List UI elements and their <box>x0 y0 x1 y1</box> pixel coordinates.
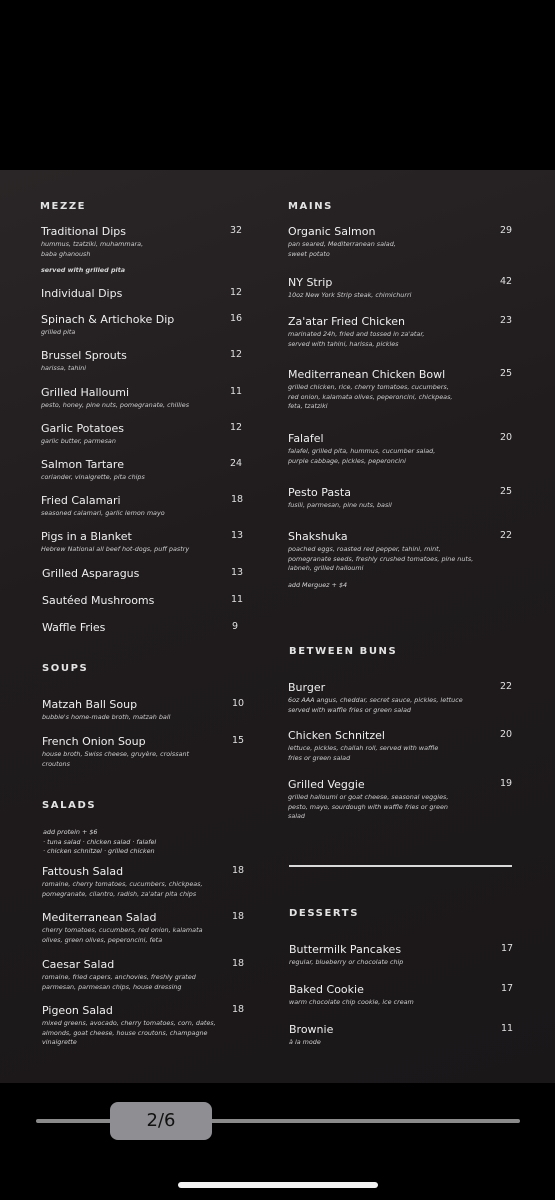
item-desc: romaine, fried capers, anchovies, freshly grated parmesan, parmesan chips, house dressing <box>42 973 196 991</box>
item-price: 13 <box>231 567 244 578</box>
item-name: Buttermilk Pancakes <box>289 943 402 956</box>
item-name: Grilled Asparagus <box>42 567 140 580</box>
item-price: 32 <box>230 225 243 236</box>
item-desc: pesto, honey, pine nuts, pomegranate, chillies <box>41 401 190 409</box>
item-name: Pigeon Salad <box>42 1004 113 1017</box>
item-price: 10 <box>232 698 245 709</box>
item-price: 12 <box>230 422 243 433</box>
item-name: Organic Salmon <box>288 225 376 238</box>
item-price: 22 <box>500 681 513 692</box>
menu-item <box>41 287 241 300</box>
item-desc: garlic butter, parmesan <box>41 437 116 445</box>
menu-item <box>288 681 513 715</box>
item-name: Fattoush Salad <box>42 865 124 878</box>
page-scrubber[interactable] <box>36 1119 520 1123</box>
item-name: Caesar Salad <box>42 958 115 971</box>
item-desc: pan seared, Mediterranean salad, sweet potato <box>288 240 396 258</box>
item-price: 20 <box>500 432 513 443</box>
item-name: Shakshuka <box>288 530 348 543</box>
menu-item <box>288 432 513 466</box>
item-desc: seasoned calamari, garlic lemon mayo <box>41 509 165 517</box>
item-price: 29 <box>500 225 513 236</box>
menu-item <box>42 567 242 580</box>
between-buns-title: BETWEEN BUNS <box>289 646 398 657</box>
item-price: 11 <box>231 594 244 605</box>
item-name: Sautéed Mushrooms <box>42 594 155 607</box>
item-name: Falafel <box>288 432 324 445</box>
menu-item <box>42 621 242 634</box>
item-desc: house broth, Swiss cheese, gruyère, croissant croutons <box>42 750 190 768</box>
item-price: 17 <box>501 983 514 994</box>
menu-item <box>42 865 245 899</box>
menu-item <box>41 313 241 338</box>
item-desc: harissa, tahini <box>41 364 87 372</box>
item-desc: 10oz New York Strip steak, chimichurri <box>288 291 412 299</box>
item-price: 18 <box>231 494 244 505</box>
item-desc: falafel, grilled pita, hummus, cucumber salad, purple cabbage, pickles, peperoncini <box>288 447 436 465</box>
menu-item <box>288 778 513 822</box>
mains-title: MAINS <box>288 201 333 212</box>
item-name: Matzah Ball Soup <box>42 698 138 711</box>
item-desc: romaine, cherry tomatoes, cucumbers, chickpeas, pomegranate, cilantro, radish, za'atar pita chips <box>42 880 203 898</box>
item-desc: marinated 24h, fried and tossed in za'atar, served with tahini, harissa, pickles <box>288 330 425 348</box>
menu-item <box>41 494 244 519</box>
menu-item <box>288 530 513 574</box>
item-price: 20 <box>500 729 513 740</box>
item-name: Brownie <box>289 1023 334 1036</box>
item-desc: regular, blueberry or chocolate chip <box>289 958 404 966</box>
menu-item <box>42 698 245 723</box>
menu-item <box>288 368 513 412</box>
menu-item <box>289 983 514 1008</box>
menu-item <box>42 1004 245 1048</box>
menu-item <box>289 943 514 968</box>
item-desc: 6oz AAA angus, cheddar, secret sauce, pickles, lettuce served with waffle fries or green salad <box>288 696 463 714</box>
item-desc: lettuce, pickles, challah roll, served with waffle fries or green salad <box>288 744 439 762</box>
menu-item <box>289 1023 514 1048</box>
protein-note: add protein + $6 · tuna salad · chicken salad · falafel · chicken schnitzel · grilled chicken <box>43 828 157 855</box>
menu-item <box>288 315 513 349</box>
menu-item <box>288 225 513 259</box>
item-name: Mediterranean Salad <box>42 911 157 924</box>
item-name: Individual Dips <box>41 287 123 300</box>
menu-item <box>41 386 241 411</box>
soups-title: SOUPS <box>42 663 89 674</box>
item-price: 11 <box>501 1023 514 1034</box>
item-price: 25 <box>500 486 513 497</box>
item-name: Traditional Dips <box>41 225 127 238</box>
item-name: Grilled Halloumi <box>41 386 130 399</box>
item-name: Pesto Pasta <box>288 486 351 499</box>
item-desc: warm chocolate chip cookie, ice cream <box>289 998 414 1006</box>
page-indicator[interactable]: 2/6 <box>110 1102 212 1140</box>
item-desc: bubbie's home-made broth, matzah ball <box>42 713 171 721</box>
item-name: Salmon Tartare <box>41 458 124 471</box>
item-name: Waffle Fries <box>42 621 106 634</box>
menu-item <box>288 486 513 511</box>
item-price: 12 <box>230 287 243 298</box>
salads-title: SALADS <box>42 800 97 811</box>
item-name: NY Strip <box>288 276 333 289</box>
item-price: 17 <box>501 943 514 954</box>
menu-item <box>41 530 244 555</box>
item-price: 19 <box>500 778 513 789</box>
item-desc: hummus, tzatziki, muhammara, baba ghanoush <box>41 240 144 258</box>
item-name: Fried Calamari <box>41 494 121 507</box>
item-price: 23 <box>500 315 513 326</box>
item-price: 15 <box>232 735 245 746</box>
item-price: 18 <box>232 911 245 922</box>
item-price: 22 <box>500 530 513 541</box>
item-desc: poached eggs, roasted red pepper, tahini, mint, pomegranate seeds, freshly crushed tomatoes, pine nuts, labneh, grilled halloumi <box>288 545 474 572</box>
item-price: 11 <box>230 386 243 397</box>
menu-item <box>41 422 241 447</box>
menu-item <box>288 276 513 301</box>
item-name: French Onion Soup <box>42 735 146 748</box>
item-name: Spinach & Artichoke Dip <box>41 313 175 326</box>
item-desc: grilled halloumi or goat cheese, seasonal veggies, pesto, mayo, sourdough with waffle fries or green salad <box>288 793 449 820</box>
item-desc: à la mode <box>289 1038 321 1046</box>
item-name: Grilled Veggie <box>288 778 365 791</box>
item-name: Burger <box>288 681 326 694</box>
menu-item <box>41 225 241 259</box>
menu-item <box>41 349 241 374</box>
item-name: Pigs in a Blanket <box>41 530 132 543</box>
item-desc: grilled chicken, rice, cherry tomatoes, cucumbers, red onion, kalamata olives, peperoncini, chickpeas, feta, tzatziki <box>288 383 453 410</box>
item-name: Mediterranean Chicken Bowl <box>288 368 446 381</box>
item-desc: Hebrew National all beef hot-dogs, puff pastry <box>41 545 190 553</box>
home-indicator[interactable] <box>178 1182 378 1188</box>
item-desc: cherry tomatoes, cucumbers, red onion, kalamata olives, green olives, peperoncini, feta <box>42 926 203 944</box>
item-price: 25 <box>500 368 513 379</box>
item-price: 16 <box>230 313 243 324</box>
item-price: 24 <box>230 458 243 469</box>
menu-item <box>42 594 242 607</box>
item-name: Brussel Sprouts <box>41 349 127 362</box>
item-price: 18 <box>232 1004 245 1015</box>
menu-item <box>288 729 513 763</box>
menu-item <box>41 458 246 483</box>
mezze-note: served with grilled pita <box>41 266 126 274</box>
item-desc: coriander, vinaigrette, pita chips <box>41 473 145 481</box>
item-desc: mixed greens, avocado, cherry tomatoes, corn, dates, almonds, goat cheese, house croutons, champagne vinaigrette <box>42 1019 216 1046</box>
item-price: 18 <box>232 958 245 969</box>
desserts-title: DESSERTS <box>289 908 359 919</box>
menu-item <box>42 735 245 769</box>
item-price: 18 <box>232 865 245 876</box>
item-price: 42 <box>500 276 513 287</box>
menu-item <box>42 911 245 945</box>
item-name: Chicken Schnitzel <box>288 729 385 742</box>
item-desc: fusili, parmesan, pine nuts, basil <box>288 501 392 509</box>
item-name: Baked Cookie <box>289 983 364 996</box>
menu-item <box>42 958 245 992</box>
item-desc: grilled pita <box>41 328 76 336</box>
merguez-note: add Merguez + $4 <box>288 581 348 589</box>
item-price: 9 <box>232 621 239 632</box>
item-name: Za'atar Fried Chicken <box>288 315 405 328</box>
section-divider <box>289 865 512 867</box>
item-name: Garlic Potatoes <box>41 422 125 435</box>
item-price: 13 <box>231 530 244 541</box>
item-price: 12 <box>230 349 243 360</box>
mezze-title: MEZZE <box>40 201 87 212</box>
